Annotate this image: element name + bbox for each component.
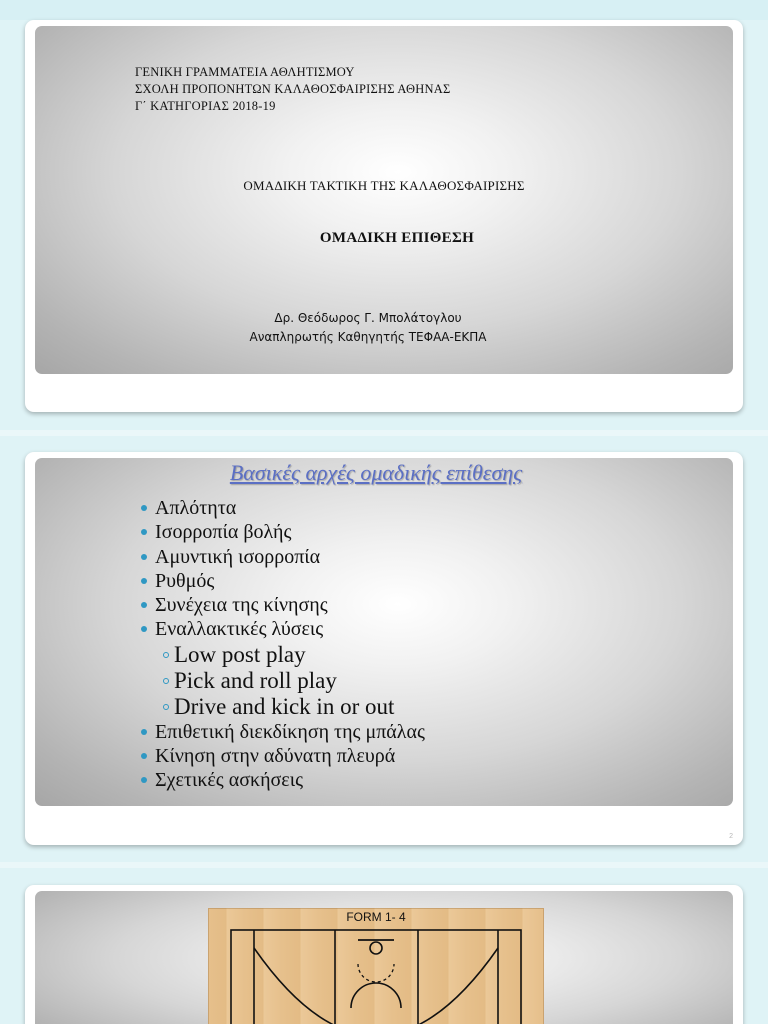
bullet-icon: [141, 529, 147, 535]
list-item: Επιθετική διεκδίκηση της μπάλας: [137, 720, 425, 744]
slide-1-header: [135, 64, 450, 115]
list-item: Εναλλακτικές λύσεις: [137, 617, 425, 641]
list-item: Ισορροπία βολής: [137, 520, 425, 544]
sub-list-item: Low post play: [137, 642, 425, 668]
slide-1: [35, 26, 733, 374]
page-number: 2: [729, 833, 733, 840]
list-item: Απλότητα: [137, 496, 425, 520]
header-line: ΣΧΟΛΗ ΠΡΟΠΟΝΗΤΩΝ ΚΑΛΑΘΟΣΦΑΙΡΙΣΗΣ ΑΘΗΝΑΣ: [135, 82, 451, 96]
slide-page-2[interactable]: [25, 452, 743, 845]
list-item: Συνέχεια της κίνησης: [137, 593, 425, 617]
list-item: Σχετικές ασκήσεις: [137, 768, 425, 792]
slide-page-3[interactable]: [25, 885, 743, 1024]
author-position: Αναπληρωτής Καθηγητής ΤΕΦΑΑ-ΕΚΠΑ: [249, 330, 487, 344]
bullet-icon: [141, 777, 147, 783]
bullet-icon: [141, 626, 147, 632]
court-diagram-label: FORM 1- 4: [346, 910, 406, 924]
slide-1-subtitle: ΟΜΑΔΙΚΗ ΤΑΚΤΙΚΗ ΤΗΣ ΚΑΛΑΘΟΣΦΑΙΡΙΣΗΣ: [243, 178, 525, 193]
slide-2-title: Βασικές αρχές ομαδικής επίθεσης: [229, 460, 523, 485]
list-item: Κίνηση στην αδύνατη πλευρά: [137, 744, 425, 768]
sub-bullet-icon: [163, 652, 169, 658]
bullet-icon: [141, 729, 147, 735]
sub-bullet-icon: [163, 704, 169, 710]
page-gap: [0, 430, 768, 436]
bullet-icon: [141, 578, 147, 584]
bullet-icon: [141, 602, 147, 608]
header-line: Γ΄ ΚΑΤΗΓΟΡΙΑΣ 2018-19: [135, 99, 276, 113]
sub-list-item: Pick and roll play: [137, 668, 425, 694]
slide-page-1[interactable]: [25, 20, 743, 412]
slide-1-title: ΟΜΑΔΙΚΗ ΕΠΙΘΕΣΗ: [319, 230, 475, 246]
author-name: Δρ. Θεόδωρος Γ. Μπολάτογλου: [274, 311, 462, 325]
sub-bullet-icon: [163, 678, 169, 684]
page-gap: [0, 0, 768, 20]
court-lines: [208, 908, 544, 1024]
list-item: Αμυντική ισορροπία: [137, 545, 425, 569]
header-line: ΓΕΝΙΚΗ ΓΡΑΜΜΑΤΕΙΑ ΑΘΛΗΤΙΣΜΟΥ: [135, 65, 355, 79]
sub-list-item: Drive and kick in or out: [137, 694, 425, 720]
slide-1-author: [35, 309, 701, 347]
basketball-court-diagram: [208, 908, 544, 1024]
page-gap: [0, 862, 768, 868]
bullet-icon: [141, 753, 147, 759]
slide-3: [35, 891, 733, 1024]
slide-2-bullet-list: [137, 496, 425, 793]
bullet-icon: [141, 505, 147, 511]
slide-2: [35, 458, 733, 806]
bullet-icon: [141, 554, 147, 560]
list-item: Ρυθμός: [137, 569, 425, 593]
